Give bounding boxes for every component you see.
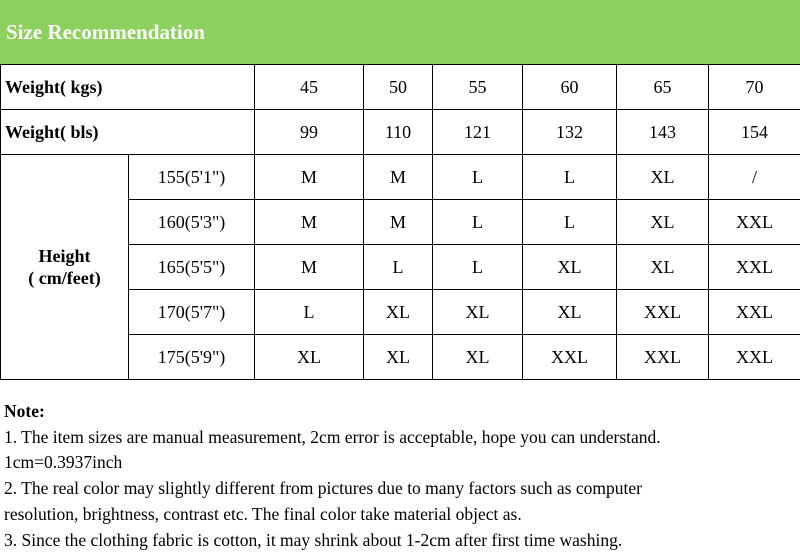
size-cell: M [255,200,364,245]
size-cell: XL [523,245,617,290]
height-value: 175(5'9") [129,335,255,380]
weight-kgs-cell: 70 [709,65,800,110]
height-value: 170(5'7") [129,290,255,335]
size-cell: XL [364,290,433,335]
weight-lbs-cell: 110 [364,110,433,155]
size-cell: XXL [709,290,800,335]
height-value: 160(5'3") [129,200,255,245]
size-table [0,64,800,380]
weight-lbs-cell: 154 [709,110,800,155]
note-line: 1. The item sizes are manual measurement, 2cm error is acceptable, hope you can understand. [4,426,661,447]
weight-lbs-row [1,110,800,155]
size-cell: L [523,155,617,200]
size-cell: XXL [709,335,800,380]
weight-lbs-label: Weight( bls) [1,110,255,155]
weight-kgs-cell: 60 [523,65,617,110]
notes-title: Note: [4,401,45,421]
height-row [1,155,800,200]
page-title: Size Recommendation [6,20,205,44]
weight-kgs-cell: 65 [617,65,709,110]
header-banner [0,0,800,64]
height-label [1,155,129,380]
height-value: 155(5'1") [129,155,255,200]
weight-lbs-cell: 121 [433,110,523,155]
size-cell: L [364,245,433,290]
size-cell: XL [523,290,617,335]
weight-lbs-cell: 143 [617,110,709,155]
weight-kgs-cell: 55 [433,65,523,110]
size-cell: L [523,200,617,245]
size-cell: XL [617,245,709,290]
size-cell: XL [364,335,433,380]
weight-kgs-cell: 45 [255,65,364,110]
size-cell: M [364,155,433,200]
size-cell: XL [617,155,709,200]
size-cell: XXL [523,335,617,380]
size-cell: L [433,155,523,200]
weight-kgs-row [1,65,800,110]
weight-lbs-cell: 132 [523,110,617,155]
note-line: resolution, brightness, contrast etc. The final color take material object as. [4,503,522,524]
note-line: 2. The real color may slightly different from pictures due to many factors such as computer [4,478,642,499]
note-line: 3. Since the clothing fabric is cotton, it may shrink about 1-2cm after first time washing. [4,529,623,550]
size-cell: XL [255,335,364,380]
size-cell: XL [433,335,523,380]
height-label-line1: Height [38,246,91,266]
size-cell: / [709,155,800,200]
height-label-line2: ( cm/feet) [28,268,101,288]
weight-kgs-label: Weight( kgs) [1,65,255,110]
size-cell: L [255,290,364,335]
size-cell: XL [433,290,523,335]
size-cell: M [255,155,364,200]
size-cell: XL [617,200,709,245]
size-cell: XXL [709,245,800,290]
weight-lbs-cell: 99 [255,110,364,155]
height-value: 165(5'5") [129,245,255,290]
notes-section [4,399,798,553]
note-line: 1cm=0.3937inch [4,452,123,473]
size-cell: L [433,200,523,245]
size-cell: XXL [709,200,800,245]
size-cell: XXL [617,335,709,380]
size-cell: M [364,200,433,245]
size-cell: L [433,245,523,290]
size-cell: XXL [617,290,709,335]
size-cell: M [255,245,364,290]
weight-kgs-cell: 50 [364,65,433,110]
